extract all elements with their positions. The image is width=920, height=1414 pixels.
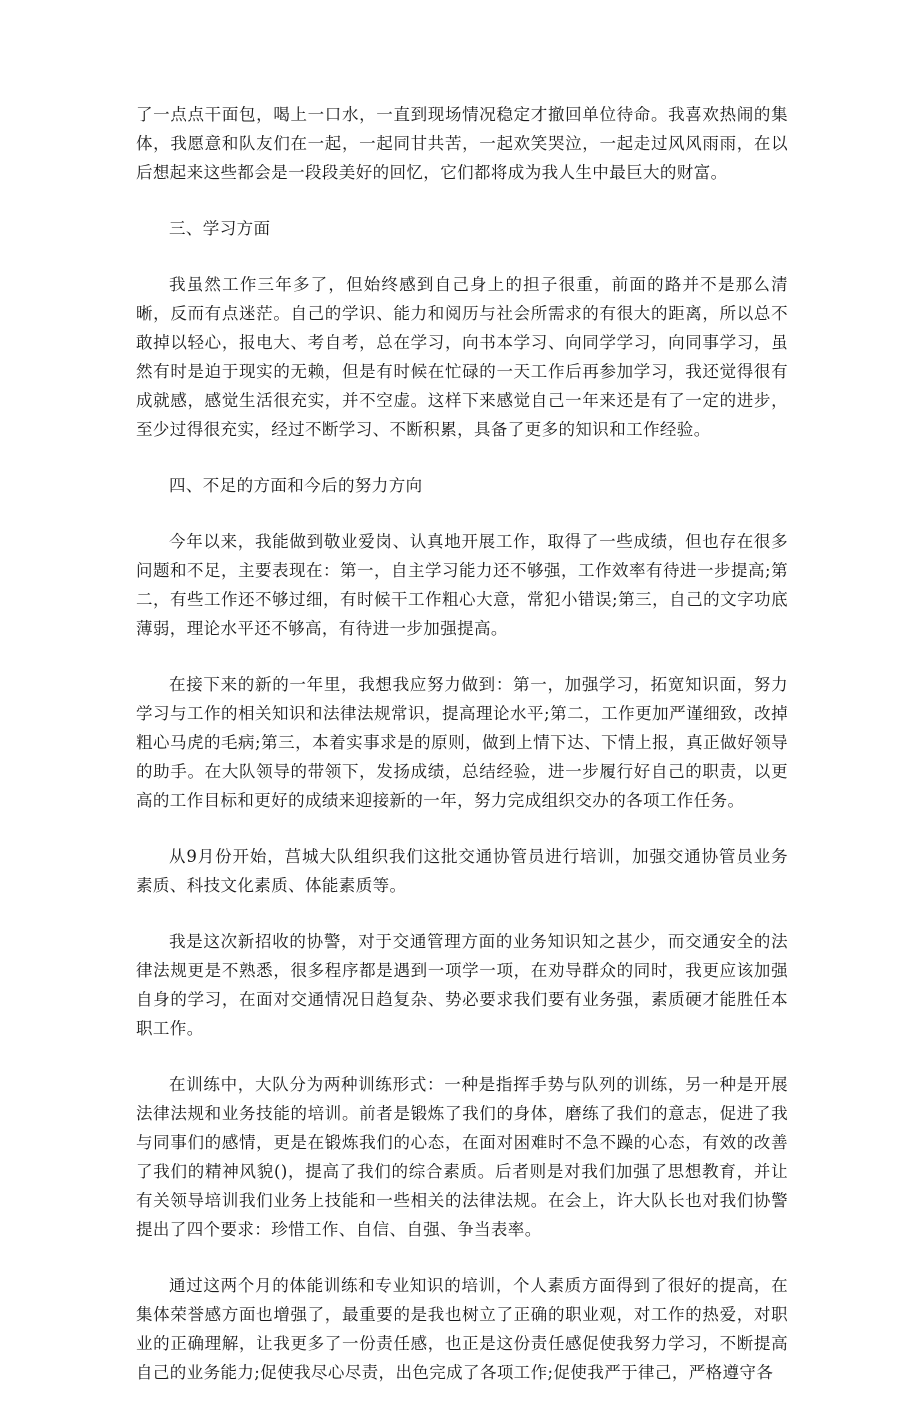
paragraph: 我是这次新招收的协警，对于交通管理方面的业务知识知之甚少，而交通安全的法律法规更是不熟悉，很多程序都是遇到一项学一项，在劝导群众的同时，我更应该加强自身的学习，在面对交通情况日趋复杂、势必要求我们要有业务强，素质硬才能胜任本职工作。 [136, 932, 788, 1038]
paragraph: 在训练中，大队分为两种训练形式：一种是指挥手势与队列的训练，另一种是开展法律法规和业务技能的培训。前者是锻炼了我们的身体，磨练了我们的意志，促进了我与同事们的感情，更是在锻炼我们的心态，在面对困难时不急不躁的心态，有效的改善了我们的精神风貌()，提高了我们的综合素质。后者则是对我们加强了思想教育，并让有关领导培训我们业务上技能和一些相关的法律法规。在会上，许大队长也对我们协警提出了四个要求：珍惜工作、自信、自强、争当表率。 [136, 1075, 788, 1239]
section-heading-study: 三、学习方面 [169, 219, 271, 238]
section-heading-shortcomings: 四、不足的方面和今后的努力方向 [169, 476, 423, 495]
document-body [136, 100, 788, 1414]
paragraph: 我虽然工作三年多了，但始终感到自己身上的担子很重，前面的路并不是那么清晰，反而有点迷茫。自己的学识、能力和阅历与社会所需求的有很大的距离，所以总不敢掉以轻心，报电大、考自考，总在学习，向书本学习、向同学学习，向同事学习，虽然有时是迫于现实的无赖，但是有时候在忙碌的一天工作后再参加学习，我还觉得很有成就感，感觉生活很充实，并不空虚。这样下来感觉自己一年来还是有了一定的进步，至少过得很充实，经过不断学习、不断积累，具备了更多的知识和工作经验。 [136, 275, 788, 439]
paragraph: 在接下来的新的一年里，我想我应努力做到：第一，加强学习，拓宽知识面，努力学习与工作的相关知识和法律法规常识，提高理论水平;第二，工作更加严谨细致，改掉粗心马虎的毛病;第三，本着实事求是的原则，做到上情下达、下情上报，真正做好领导的助手。在大队领导的带领下，发扬成绩，总结经验，进一步履行好自己的职责，以更高的工作目标和更好的成绩来迎接新的一年，努力完成组织交办的各项工作任务。 [136, 675, 788, 810]
paragraph-continued: 了一点点干面包，喝上一口水，一直到现场情况稳定才撤回单位待命。我喜欢热闹的集体，我愿意和队友们在一起，一起同甘共苦，一起欢笑哭泣，一起走过风风雨雨，在以后想起来这些都会是一段段美好的回忆，它们都将成为我人生中最巨大的财富。 [136, 105, 788, 182]
paragraph: 从9月份开始，莒城大队组织我们这批交通协管员进行培训，加强交通协管员业务素质、科技文化素质、体能素质等。 [136, 847, 788, 895]
paragraph: 通过这两个月的体能训练和专业知识的培训，个人素质方面得到了很好的提高，在集体荣誉感方面也增强了，最重要的是我也树立了正确的职业观，对工作的热爱，对职业的正确理解，让我更多了一份责任感，也正是这份责任感促使我努力学习，不断提高自己的业务能力;促使我尽心尽责，出色完成了各项工作;促使我严于律己，严格遵守各 [136, 1276, 788, 1382]
paragraph: 今年以来，我能做到敬业爱岗、认真地开展工作，取得了一些成绩，但也存在很多问题和不足，主要表现在：第一，自主学习能力还不够强，工作效率有待进一步提高;第二，有些工作还不够过细，有时候干工作粗心大意，常犯小错误;第三，自己的文字功底薄弱，理论水平还不够高，有待进一步加强提高。 [136, 532, 788, 638]
